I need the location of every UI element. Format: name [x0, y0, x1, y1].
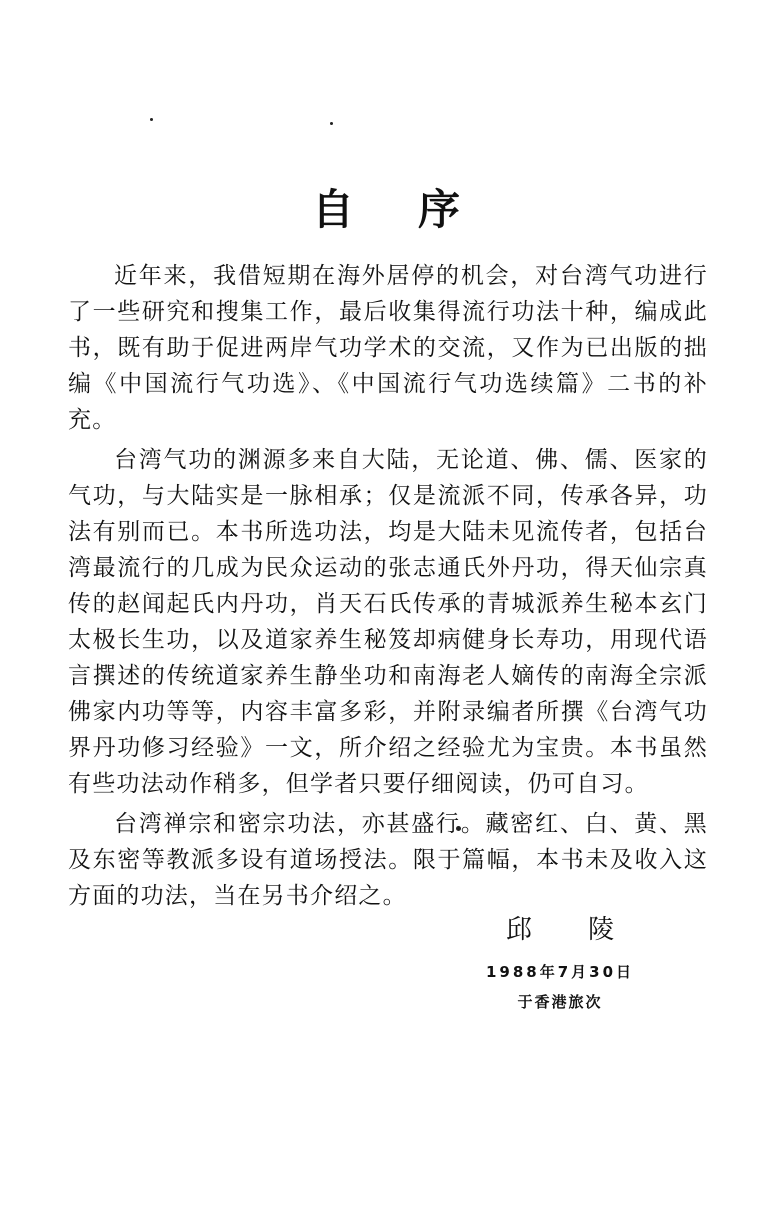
paragraph-1: 近年来，我借短期在海外居停的机会，对台湾气功进行了一些研究和搜集工作，最后收集得流行功法十种，编成此书，既有助于促进两岸气功学术的交流，又作为已出版的拙编《中国流行气功选》、《中国流行气功选续篇》二书的补充。	[68, 263, 708, 433]
signature-date: 1988年7月30日	[485, 963, 635, 981]
print-speck	[150, 118, 153, 121]
paragraph-3: 台湾禅宗和密宗功法，亦甚盛行。藏密红、白、黄、黑及东密等教派多设有道场授法。限于篇幅，本书未及收入这方面的功法，当在另书介绍之。	[68, 811, 708, 909]
preface-body	[68, 258, 708, 918]
print-speck	[330, 122, 333, 125]
title-char-1: 自	[312, 185, 355, 234]
author-name: 邱 陵	[505, 915, 639, 945]
paragraph-2: 台湾气功的渊源多来自大陆，无论道、佛、儒、医家的气功，与大陆实是一脉相承；仅是流派不同，传承各异，功法有别而已。本书所选功法，均是大陆未见流传者，包括台湾最流行的几成为民众运动的张志通氏外丹功，得天仙宗真传的赵闻起氏内丹功，肖天石氏传承的青城派养生秘本玄门太极长生功，以及道家养生秘笈却病健身长寿功，用现代语言撰述的传统道家养生静坐功和南海老人嫡传的南海全宗派佛家内功等等，内容丰富多彩，并附录编者所撰《台湾气功界丹功修习经验》一文，所介绍之经验尤为宝贵。本书虽然有些功法动作稍多，但学者只要仔细阅读，仍可自习。	[68, 447, 708, 797]
signature-block	[440, 912, 680, 1014]
title-char-2: 序	[418, 185, 461, 234]
page-title	[0, 182, 770, 242]
signature-place: 于香港旅次	[517, 993, 603, 1011]
